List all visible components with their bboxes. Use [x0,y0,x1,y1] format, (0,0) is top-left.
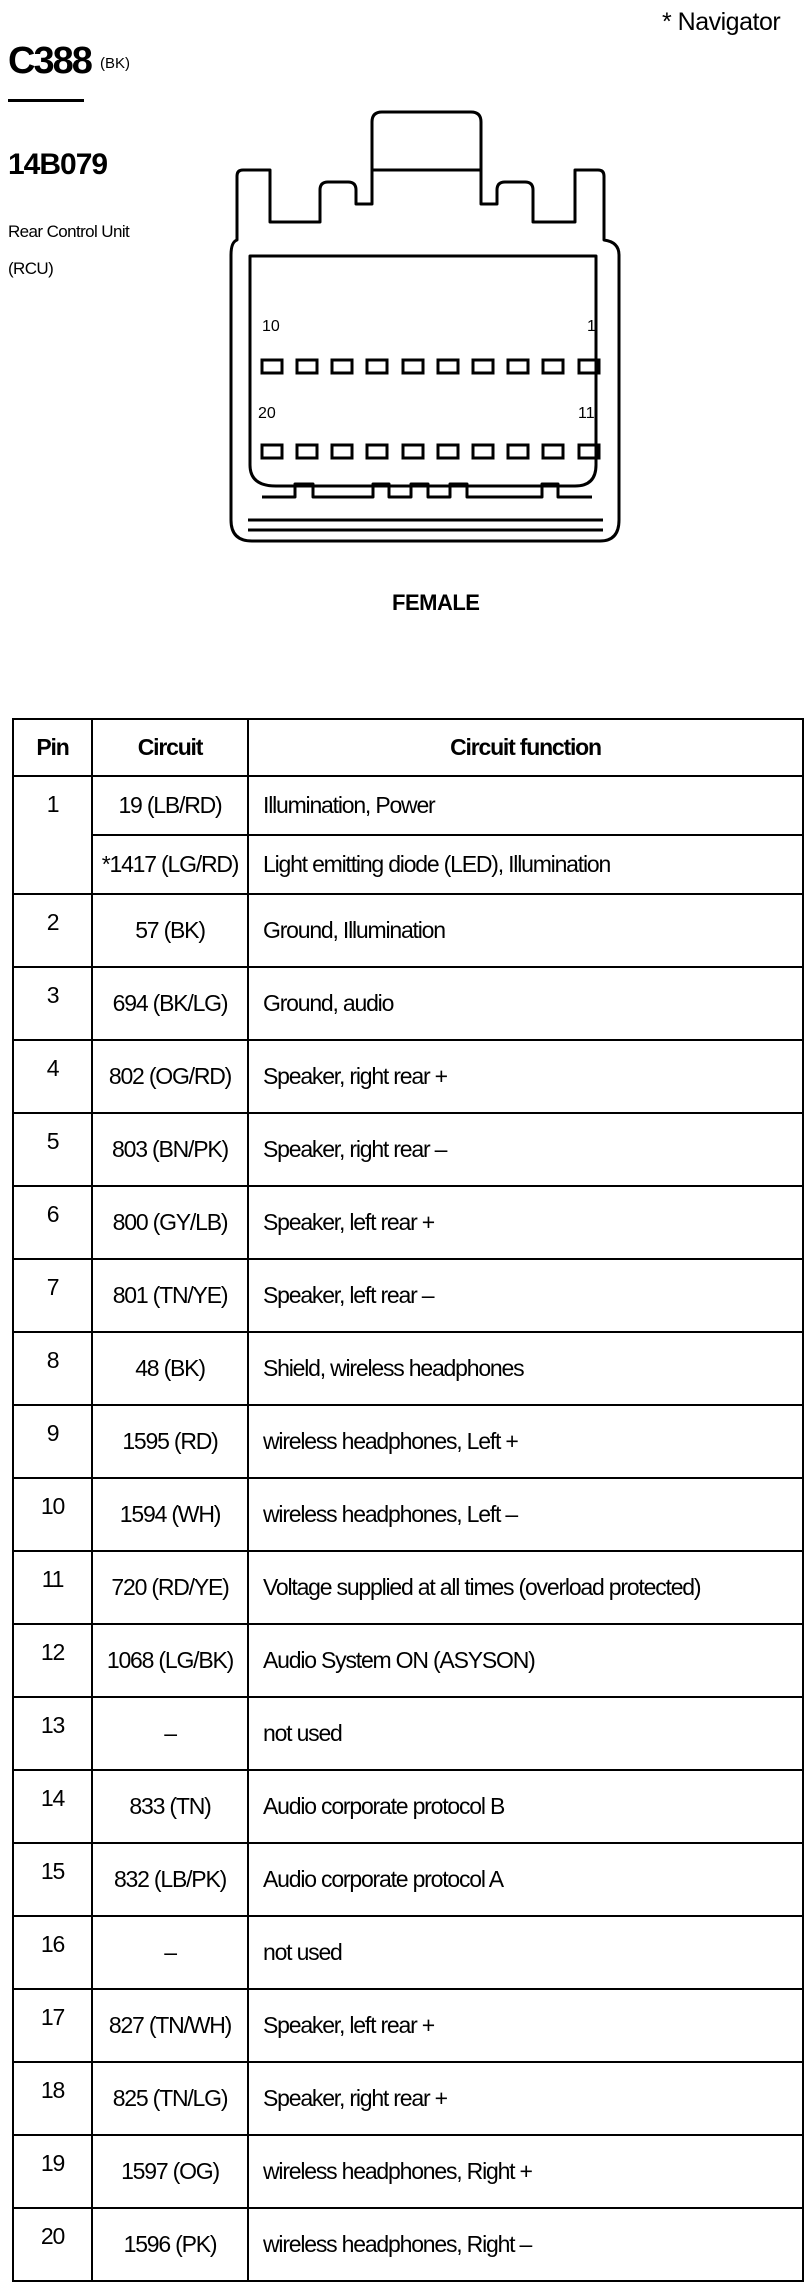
pin-cell: 5 [13,1113,92,1186]
pin-cell: 6 [13,1186,92,1259]
function-cell: wireless headphones, Left + [248,1405,803,1478]
pin-cell: 9 [13,1405,92,1478]
circuit-cell: 1597 (OG) [92,2135,248,2208]
function-cell: Illumination, Power [248,776,803,835]
pin-label-11: 11 [578,405,595,422]
table-row [13,1916,803,1989]
pin-cell: 2 [13,894,92,967]
pin-cell: 17 [13,1989,92,2062]
pin-cavity [262,360,282,373]
function-cell: wireless headphones, Right + [248,2135,803,2208]
pin-label-10: 10 [262,318,280,335]
function-cell: Speaker, left rear + [248,1186,803,1259]
pin-label-20: 20 [258,405,276,422]
table-row [13,967,803,1040]
function-cell: Light emitting diode (LED), Illumination [248,835,803,894]
pin-cell: 16 [13,1916,92,1989]
function-cell: Speaker, left rear – [248,1259,803,1332]
pin-cell: 14 [13,1770,92,1843]
table-row [13,1113,803,1186]
circuit-cell: 57 (BK) [92,894,248,967]
pin-cell: 10 [13,1478,92,1551]
pin-cavity [332,445,352,458]
circuit-cell: 48 (BK) [92,1332,248,1405]
function-cell: Speaker, right rear + [248,1040,803,1113]
circuit-cell: – [92,1916,248,1989]
pin-cavity [508,360,528,373]
circuit-cell: 694 (BK/LG) [92,967,248,1040]
pin-cavity [297,445,317,458]
component-name: Rear Control Unit [8,222,130,241]
circuit-cell: 720 (RD/YE) [92,1551,248,1624]
table-row [13,2062,803,2135]
table-row [13,1186,803,1259]
table-row [13,2135,803,2208]
table-row [13,1478,803,1551]
pin-label-1: 1 [587,318,596,335]
table-row [13,1624,803,1697]
table-row [13,1332,803,1405]
circuit-cell: 802 (OG/RD) [92,1040,248,1113]
component-abbreviation: (RCU) [8,259,54,278]
circuit-cell: 803 (BN/PK) [92,1113,248,1186]
pin-cell: 11 [13,1551,92,1624]
circuit-cell: 827 (TN/WH) [92,1989,248,2062]
pin-cavity [297,360,317,373]
connector-face-diagram [0,0,811,600]
table-row [13,1040,803,1113]
pin-cavity [262,445,282,458]
pin-cell: 19 [13,2135,92,2208]
function-cell: Speaker, right rear + [248,2062,803,2135]
pin-cavity [438,360,458,373]
circuit-cell: 1596 (PK) [92,2208,248,2281]
header-circuit: Circuit [92,719,248,776]
pin-cavity [473,360,493,373]
function-cell: Ground, Illumination [248,894,803,967]
connector-latch [372,112,481,170]
connector-color: (BK) [100,55,130,72]
circuit-cell: 832 (LB/PK) [92,1843,248,1916]
table-row [13,776,803,835]
circuit-cell: *1417 (LG/RD) [92,835,248,894]
function-cell: Voltage supplied at all times (overload protected) [248,1551,803,1624]
pin-cell: 7 [13,1259,92,1332]
pinout-table [12,718,804,2282]
table-header-row [13,719,803,776]
pin-cell: 1 [13,776,92,894]
circuit-cell: 1595 (RD) [92,1405,248,1478]
pin-cavity [367,445,387,458]
circuit-cell: 825 (TN/LG) [92,2062,248,2135]
pin-cell: 3 [13,967,92,1040]
table-row [13,1551,803,1624]
function-cell: Audio System ON (ASYSON) [248,1624,803,1697]
table-row [13,1989,803,2062]
pin-cell: 15 [13,1843,92,1916]
header-pin: Pin [13,719,92,776]
table-row [13,1843,803,1916]
circuit-cell: 801 (TN/YE) [92,1259,248,1332]
pin-cell: 13 [13,1697,92,1770]
pin-cavity [438,445,458,458]
pin-cell: 18 [13,2062,92,2135]
function-cell: Audio corporate protocol B [248,1770,803,1843]
table-row [13,1697,803,1770]
pin-cavity [403,360,423,373]
function-cell: Speaker, left rear + [248,1989,803,2062]
circuit-cell: 800 (GY/LB) [92,1186,248,1259]
function-cell: Speaker, right rear – [248,1113,803,1186]
function-cell: not used [248,1916,803,1989]
pin-cavity [543,445,563,458]
table-row [13,1770,803,1843]
pin-cell: 4 [13,1040,92,1113]
table-row [13,894,803,967]
pin-cavity [403,445,423,458]
function-cell: Ground, audio [248,967,803,1040]
pin-cavity [367,360,387,373]
pin-cell: 8 [13,1332,92,1405]
function-cell: Shield, wireless headphones [248,1332,803,1405]
function-cell: wireless headphones, Left – [248,1478,803,1551]
pin-cavity [508,445,528,458]
table-row [13,1259,803,1332]
circuit-cell: 1594 (WH) [92,1478,248,1551]
circuit-cell: – [92,1697,248,1770]
function-cell: wireless headphones, Right – [248,2208,803,2281]
table-row [13,2208,803,2281]
circuit-cell: 1068 (LG/BK) [92,1624,248,1697]
table-row [13,1405,803,1478]
table-row [13,835,803,894]
header-function: Circuit function [248,719,803,776]
connector-id: C388 [8,40,91,82]
pin-cell: 12 [13,1624,92,1697]
pin-cavity [543,360,563,373]
function-cell: not used [248,1697,803,1770]
keyed-profile [262,484,592,497]
pin-cell: 20 [13,2208,92,2281]
connector-gender-label: FEMALE [392,590,480,615]
pin-cavity [332,360,352,373]
pin-cavity [473,445,493,458]
circuit-cell: 833 (TN) [92,1770,248,1843]
navigator-footnote: * Navigator [662,8,781,36]
circuit-cell: 19 (LB/RD) [92,776,248,835]
function-cell: Audio corporate protocol A [248,1843,803,1916]
part-number: 14B079 [8,148,108,181]
